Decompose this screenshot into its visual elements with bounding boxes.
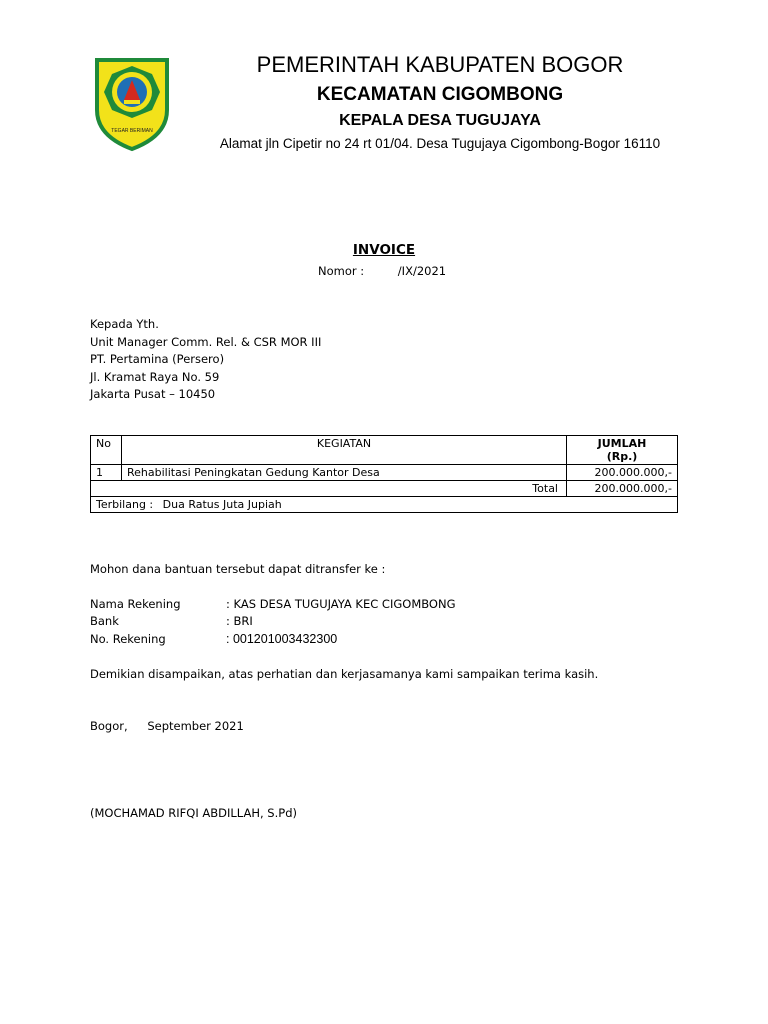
invoice-title: INVOICE [352,242,416,258]
row-kegiatan: Rehabilitasi Peningkatan Gedung Kantor Desa [122,465,567,481]
account-number-label: No. Rekening [90,632,166,646]
total-value: 200.000.000,- [567,481,678,497]
recipient-line: Jakarta Pusat – 10450 [90,387,216,401]
emblem-motto: TEGAR BERIMAN [111,128,153,134]
bank-label: Bank [90,614,119,628]
account-number-row [90,632,337,646]
recipient-line: Jl. Kramat Raya No. 59 [90,369,220,384]
table-header-row [91,436,678,465]
recipient-block [90,316,321,404]
bank-value: : BRI [226,614,253,628]
col-jumlah-header: JUMLAH (Rp.) [567,436,678,465]
total-label: Total [91,481,567,497]
col-kegiatan-header: KEGIATAN [122,436,567,465]
transfer-intro: Mohon dana bantuan tersebut dapat ditransfer ke : [90,562,386,576]
header-line-2: KECAMATAN CIGOMBONG [316,84,564,105]
header-line-1: PEMERINTAH KABUPATEN BOGOR [256,52,624,77]
terbilang-value: Dua Ratus Juta Jupiah [162,498,282,511]
nomor-label: Nomor : [318,264,365,278]
date: September 2021 [147,719,244,733]
account-name-row [90,597,456,611]
terbilang-label: Terbilang : [96,498,154,511]
recipient-greeting: Kepada Yth. [90,317,159,331]
terbilang-cell [91,497,678,513]
header-address: Alamat jln Cipetir no 24 rt 01/04. Desa Tugujaya Cigombong-Bogor 16110 [219,136,661,151]
recipient-line: Unit Manager Comm. Rel. & CSR MOR III [90,334,322,349]
place-date [90,719,244,733]
row-no: 1 [91,465,122,481]
table-row [91,465,678,481]
nomor-value: /IX/2021 [397,264,447,278]
account-number-value: : 001201003432300 [226,632,338,646]
total-row [91,481,678,497]
closing-text: Demikian disampaikan, atas perhatian dan kerjasamanya kami sampaikan terima kasih. [90,667,599,681]
invoice-number [318,264,446,278]
signatory-name: (MOCHAMAD RIFQI ABDILLAH, S.Pd) [90,806,297,820]
recipient-line: PT. Pertamina (Persero) [90,352,225,366]
place: Bogor, [90,719,128,733]
row-jumlah: 200.000.000,- [567,465,678,481]
bank-row [90,614,253,628]
invoice-table [90,435,678,513]
header-line-3: KEPALA DESA TUGUJAYA [339,112,541,129]
col-no-header: No [91,436,122,465]
account-name-label: Nama Rekening [90,597,181,611]
account-name-value: : KAS DESA TUGUJAYA KEC CIGOMBONG [226,597,456,611]
regency-emblem [94,52,170,152]
terbilang-row [91,497,678,513]
